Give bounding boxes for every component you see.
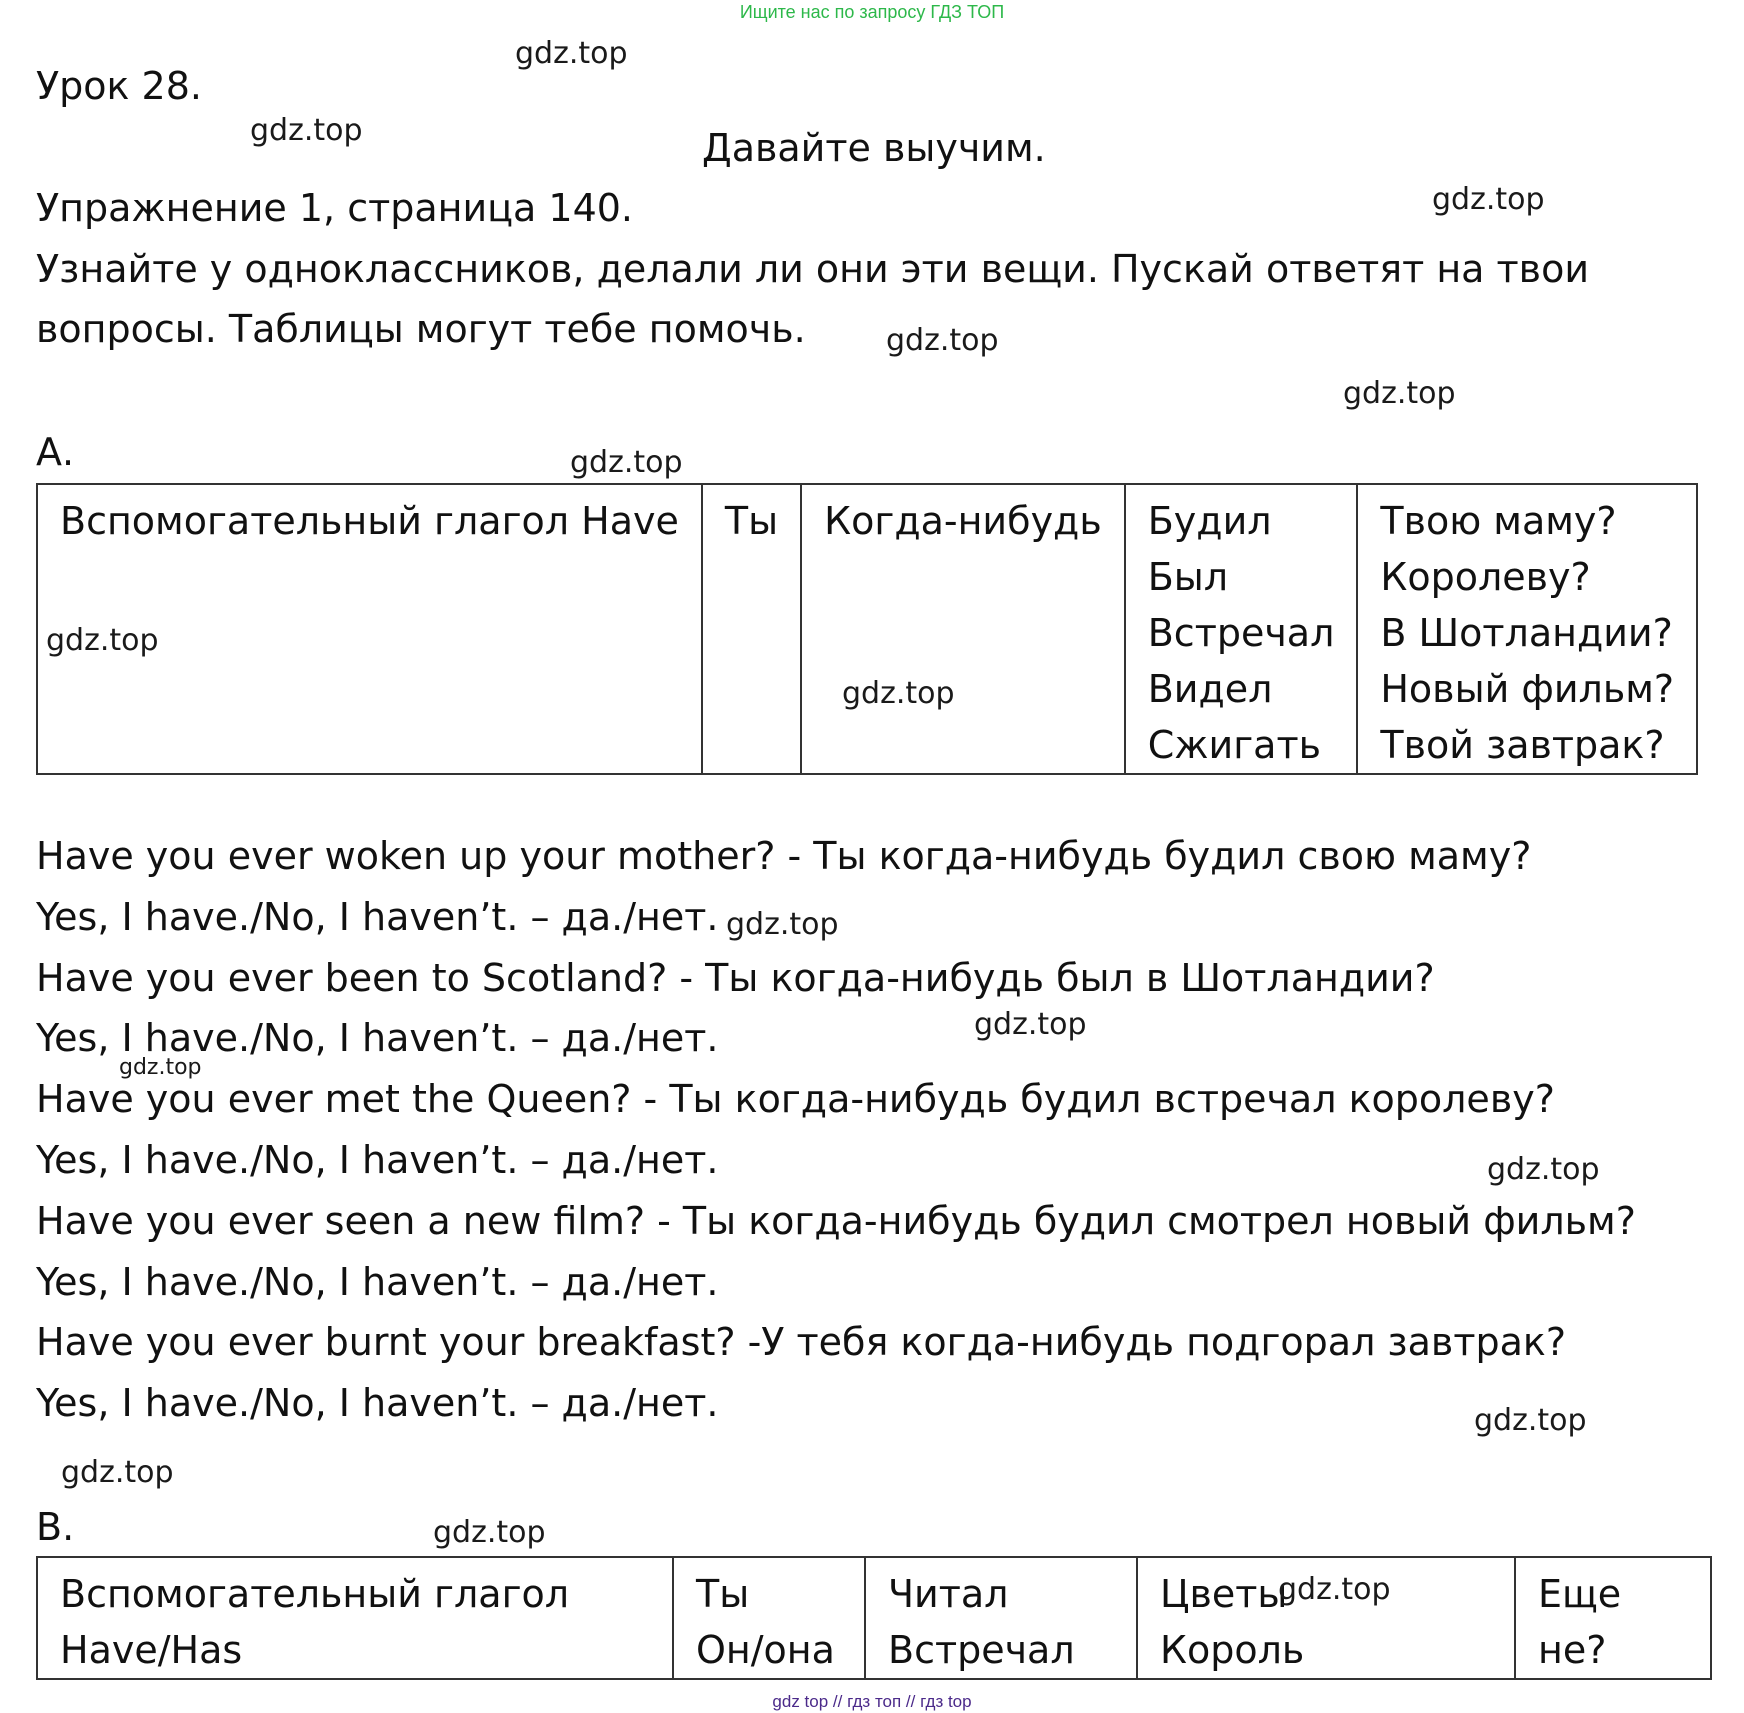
table-a-ever-cell: Когда-нибудь [801,484,1125,774]
part-a-label: А. [36,430,75,474]
qa-question-1: Have you ever woken up your mother? - Ты когда-нибудь будил свою маму? [36,834,1532,878]
watermark: gdz.top [1474,1403,1587,1438]
watermark: gdz.top [842,676,955,711]
watermark: gdz.top [46,623,159,658]
exercise-title: Упражнение 1, страница 140. [36,186,634,230]
watermark: gdz.top [886,323,999,358]
watermark: gdz.top [515,36,628,71]
table-a-verbs-cell: Будил Был Встречал Видел Сжигать [1125,484,1358,774]
lesson-title: Урок 28. [36,64,202,108]
qa-answer-5: Yes, I have./No, I haven’t. – да./нет. [36,1381,719,1426]
watermark: gdz.top [974,1007,1087,1042]
watermark: gdz.top [1278,1572,1391,1607]
watermark: gdz.top [119,1055,202,1080]
table-b-subject-cell: Ты Он/она [673,1557,865,1679]
table-b-verbs-cell: Читал Встречал [865,1557,1137,1679]
instructions-line-2: вопросы. Таблицы могут тебе помочь. [36,307,806,351]
qa-answer-4: Yes, I have./No, I haven’t. – да./нет. [36,1259,719,1304]
watermark: gdz.top [1343,376,1456,411]
table-a-auxiliary-verb-cell: Вспомогательный глагол Have [37,484,702,774]
watermark: gdz.top [1432,182,1545,217]
qa-answer-2: Yes, I have./No, I haven’t. – да./нет. [36,1016,719,1061]
watermark: gdz.top [726,907,839,942]
section-title: Давайте выучим. [702,126,1046,170]
qa-answer-1: Yes, I have./No, I haven’t. – да./нет. [36,894,719,939]
table-b-objects-cell: Цветы Король [1137,1557,1515,1679]
watermark: gdz.top [433,1515,546,1550]
table-a-objects-cell: Твою маму? Королеву? В Шотландии? Новый фильм? Твой завтрак? [1357,484,1697,774]
qa-question-4: Have you ever seen a new film? - Ты когда-нибудь будил смотрел новый фильм? [36,1198,1636,1243]
search-banner: Ищите нас по запросу ГДЗ ТОП [739,2,1005,22]
part-b-label: В. [36,1505,75,1549]
table-b-auxiliary-verb-cell: Вспомогательный глагол Have/Has [37,1557,673,1679]
footer-links: gdz top // гдз топ // гдз top [772,1692,972,1711]
table-a-subject-cell: Ты [702,484,801,774]
table-b-yet-cell: Еще не? [1515,1557,1711,1679]
table-b [36,1556,1712,1680]
qa-question-5: Have you ever burnt your breakfast? -У тебя когда-нибудь подгорал завтрак? [36,1320,1566,1365]
instructions-line-1: Узнайте у одноклассников, делали ли они эти вещи. Пускай ответят на твои [36,247,1590,291]
qa-question-2: Have you ever been to Scotland? - Ты когда-нибудь был в Шотландии? [36,955,1435,1000]
qa-answer-3: Yes, I have./No, I haven’t. – да./нет. [36,1137,719,1182]
watermark: gdz.top [1487,1152,1600,1187]
watermark: gdz.top [250,113,363,148]
watermark: gdz.top [570,445,683,480]
table-a [36,483,1698,775]
watermark: gdz.top [61,1455,174,1490]
qa-question-3: Have you ever met the Queen? - Ты когда-нибудь будил встречал королеву? [36,1077,1555,1122]
